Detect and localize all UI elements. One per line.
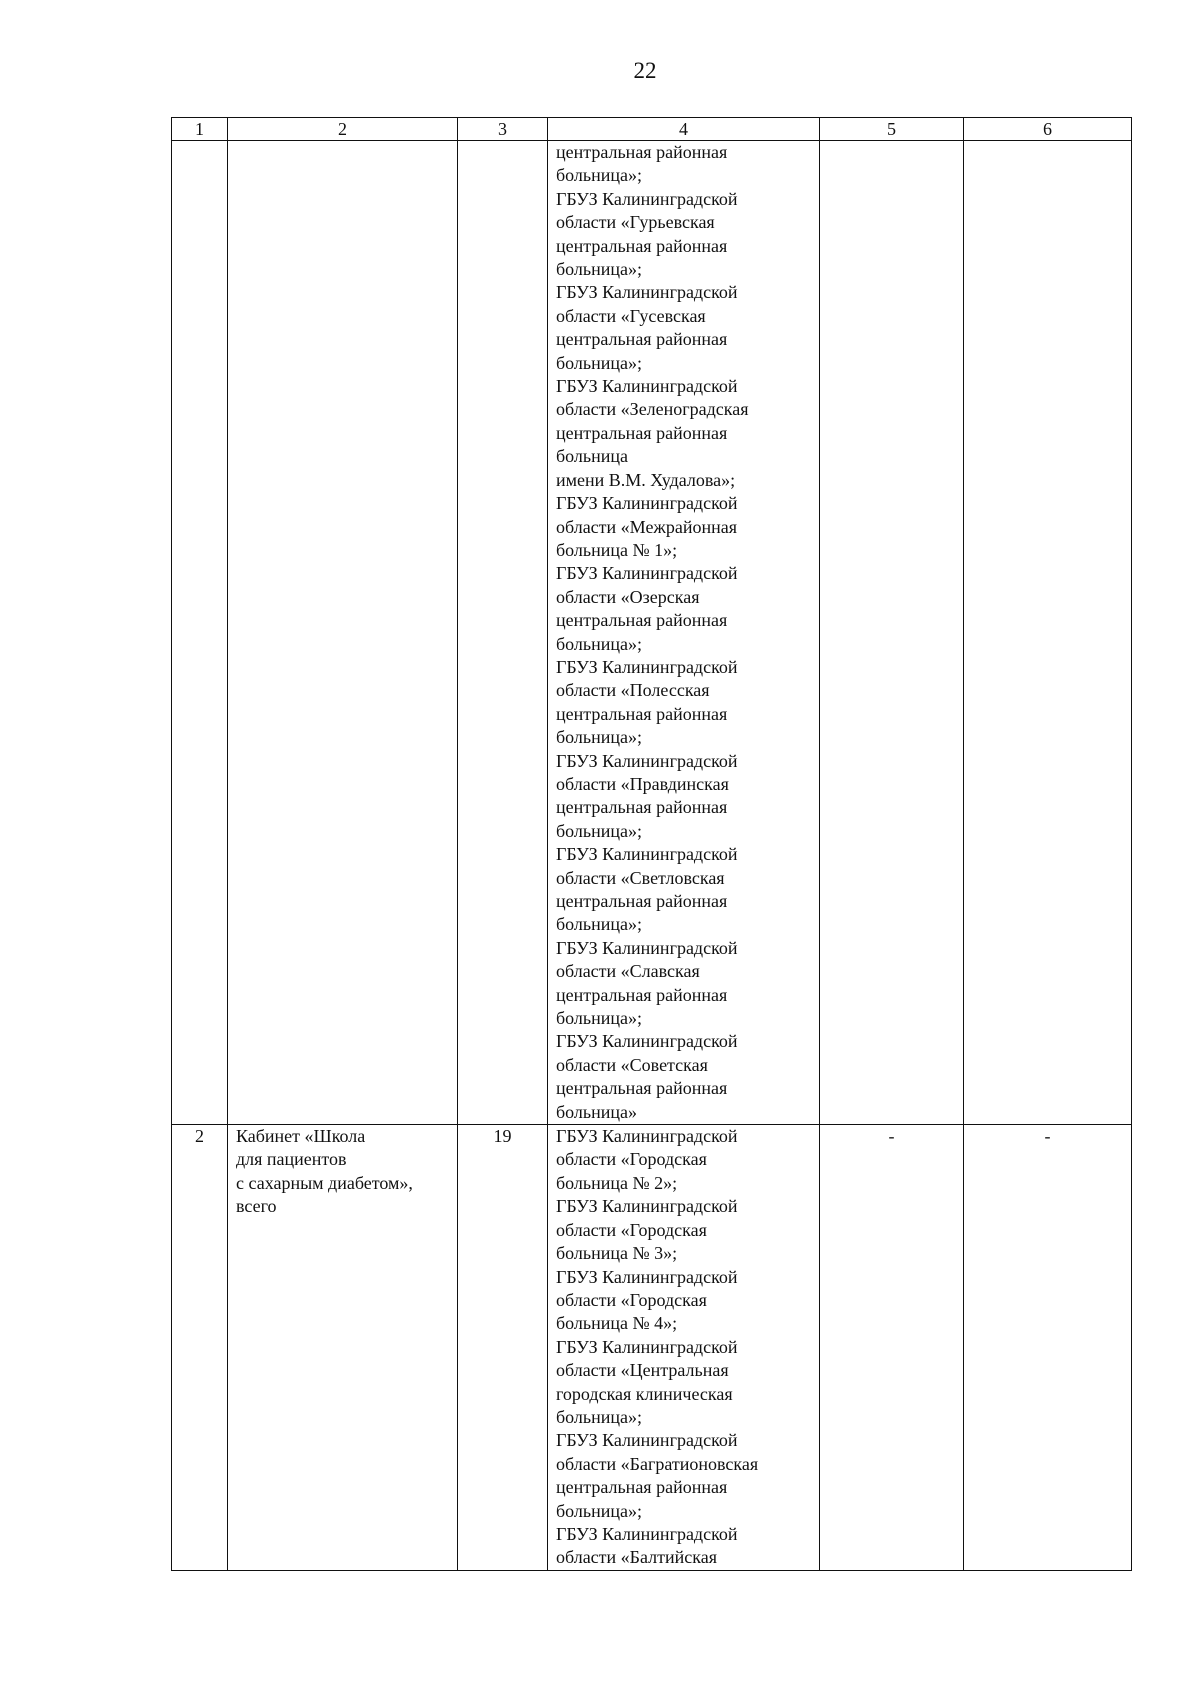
cell-line: центральная районная [556,891,728,911]
cell-line: области «Городская [556,1289,707,1310]
cell-line: ГБУЗ Калининградской [556,282,738,303]
cell-line: ГБУЗ Калининградской [556,1196,738,1217]
page-number: 22 [633,58,657,83]
cell-line: ГБУЗ Калининградской [556,563,738,584]
cell-line: области «Городская [556,1149,707,1170]
data-table [171,117,1132,1571]
col6-cell [964,141,1132,1125]
cell-line: ГБУЗ Калининградской [556,1031,738,1052]
cell-line: области «Багратионовская [556,1453,759,1474]
header-col-2: 2 [228,118,458,141]
name-cell [228,1125,458,1571]
cell-line: ГБУЗ Калининградской [556,656,738,677]
cell-line: ГБУЗ Калининградской [556,1430,738,1451]
cell-line: ГБУЗ Калининградской [556,1336,738,1357]
cell-line: ГБУЗ Калининградской [556,844,738,865]
cell-line: больница»; [556,165,643,186]
col5-cell [820,141,964,1125]
cell-line: больница»; [556,914,643,935]
row-number-cell [172,141,228,1125]
organizations-cell [548,141,820,1125]
cell-line: центральная районная [556,142,728,162]
cell-line: центральная районная [556,1078,728,1099]
cell-line: ГБУЗ Калининградской [556,188,738,209]
cell-line: Кабинет «Школа [236,1126,366,1147]
cell-line: области «Правдинская [556,773,729,794]
cell-line: больница № 1»; [556,539,678,560]
count-cell [458,141,548,1125]
cell-line: ГБУЗ Калининградской [556,937,738,958]
cell-line: ГБУЗ Калининградской [556,1523,738,1544]
cell-line: области «Гусевская [556,305,706,326]
cell-line: ГБУЗ Калининградской [556,376,738,397]
cell-line: с сахарным диабетом», [236,1172,413,1193]
cell-line: области «Межрайонная [556,516,738,537]
cell-line: центральная районная [556,422,728,443]
cell-line: центральная районная [556,610,728,631]
cell-line: больница»; [556,820,643,841]
cell-line: центральная районная [556,329,728,350]
cell-line: области «Полесская [556,680,710,701]
cell-line: ГБУЗ Калининградской [556,750,738,771]
cell-line: центральная районная [556,797,728,818]
cell-line: центральная районная [556,984,728,1005]
cell-line: области «Центральная [556,1360,729,1381]
col6-cell: - [964,1125,1132,1571]
table-header-row [172,118,1132,141]
cell-line: больница»; [556,633,643,654]
cell-line: ГБУЗ Калининградской [556,1126,738,1147]
row-number-cell: 2 [172,1125,228,1571]
cell-line: ГБУЗ Калининградской [556,1266,738,1287]
cell-line: больница»; [556,1008,643,1029]
header-col-3: 3 [458,118,548,141]
header-col-5: 5 [820,118,964,141]
cell-line: для пациентов [236,1149,347,1170]
cell-line: городская клиническая [556,1383,733,1404]
cell-line: больница»; [556,1500,643,1521]
cell-line: области «Городская [556,1219,707,1240]
cell-line: области «Гурьевская [556,212,715,233]
cell-line: области «Славская [556,961,700,982]
cell-line: области «Зеленоградская [556,399,749,420]
organizations-cell [548,1125,820,1571]
col5-cell: - [820,1125,964,1571]
table-row [172,141,1132,1125]
header-col-6: 6 [964,118,1132,141]
cell-line: области «Советская [556,1054,708,1075]
cell-line: области «Светловская [556,867,725,888]
cell-line: области «Балтийская [556,1547,717,1568]
cell-line: больница № 2»; [556,1172,678,1193]
cell-line: центральная районная [556,235,728,256]
cell-line: области «Озерская [556,586,700,607]
cell-line: больница»; [556,259,643,280]
cell-line: центральная районная [556,1477,728,1498]
table-row [172,1125,1132,1571]
cell-line: больница [556,446,628,467]
cell-line: больница»; [556,1406,643,1427]
table-body [172,141,1132,1571]
cell-line: имени В.М. Худалова»; [556,469,736,490]
name-cell [228,141,458,1125]
header-col-1: 1 [172,118,228,141]
cell-line: больница № 3»; [556,1243,678,1264]
count-cell: 19 [458,1125,548,1571]
cell-line: всего [236,1196,277,1217]
header-col-4: 4 [548,118,820,141]
cell-line: центральная районная [556,703,728,724]
cell-line: больница»; [556,352,643,373]
cell-line: больница № 4»; [556,1313,678,1334]
cell-line: больница» [556,1101,637,1122]
cell-line: больница»; [556,727,643,748]
cell-line: ГБУЗ Калининградской [556,493,738,514]
